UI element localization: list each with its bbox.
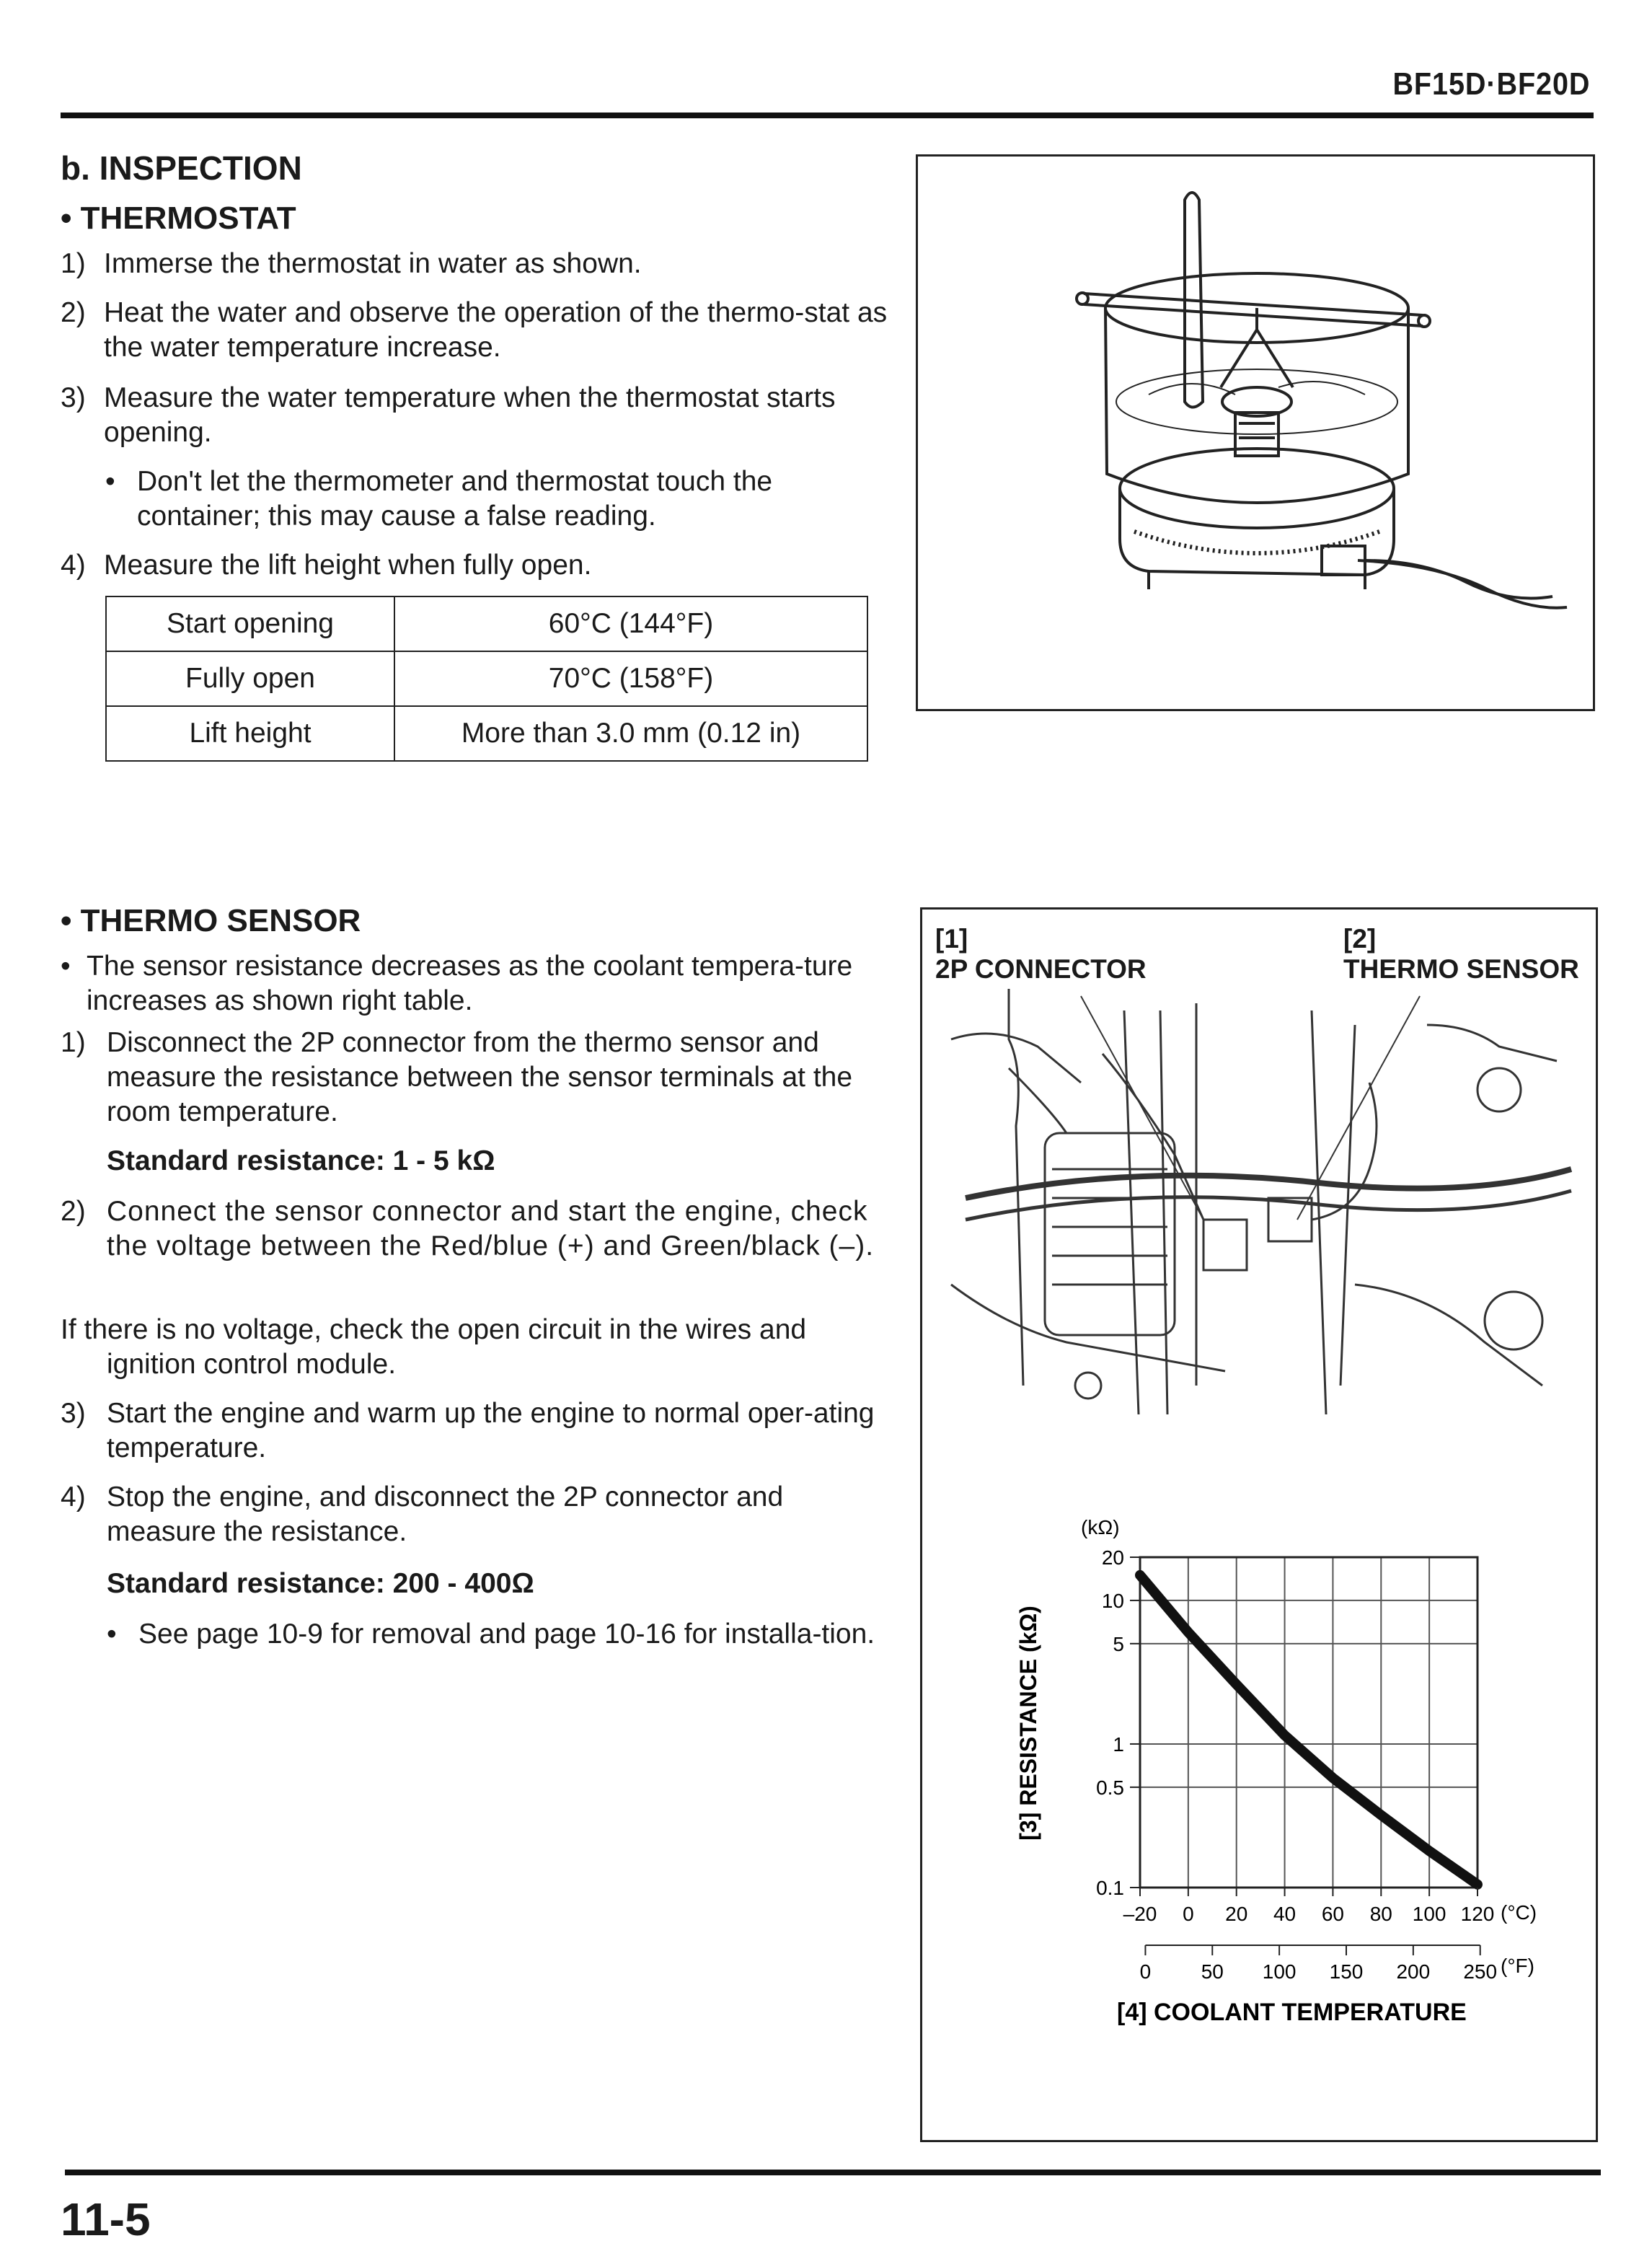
standard-resistance-1: Standard resistance: 1 - 5 kΩ (107, 1145, 495, 1176)
y-tick-label: 0.5 (1096, 1776, 1124, 1799)
thermostat-test-figure (916, 154, 1595, 711)
bullet: • (105, 466, 115, 497)
footer-rule (65, 2170, 1601, 2175)
callout-thermo-sensor (1343, 924, 1579, 985)
thermostat-spec-table (105, 596, 868, 762)
section-title: b. INSPECTION (61, 149, 302, 187)
x-tick-label-f: 200 (1396, 1960, 1431, 1983)
standard-resistance-2: Standard resistance: 200 - 400Ω (107, 1568, 534, 1599)
thermostat-note (105, 464, 870, 534)
engine-illustration (922, 982, 1593, 1422)
table-row (106, 706, 867, 761)
step-number: 4) (61, 1481, 86, 1512)
callout-2p-connector (935, 924, 1147, 985)
callout-text: 2P CONNECTOR (935, 954, 1147, 984)
thermostat-beaker-illustration (918, 157, 1593, 709)
x-tick-label-f: 150 (1329, 1960, 1364, 1983)
thermo-sensor-step-1 (61, 1026, 883, 1130)
x-tick-label-c: 60 (1321, 1903, 1345, 1925)
step-text: Disconnect the 2P connector from the thermo sensor and measure the resistance between the sensor terminals at the room temperature. (107, 1027, 853, 1127)
spec-value: 60°C (144°F) (394, 596, 867, 651)
x-tick-label-f: 250 (1463, 1960, 1498, 1983)
callout-number: [2] (1343, 924, 1377, 954)
x-tick-label-c: 40 (1273, 1903, 1297, 1925)
table-row (106, 651, 867, 706)
callout-text: THERMO SENSOR (1343, 954, 1579, 984)
model-title: BF15D·BF20D (1392, 66, 1590, 102)
intro-text: The sensor resistance decreases as the coolant tempera-ture increases as shown right table. (87, 951, 853, 1016)
x-tick-label-f: 0 (1139, 1960, 1152, 1983)
step-text: Immerse the thermostat in water as shown. (104, 248, 642, 279)
resistance-chart (922, 1494, 1593, 2128)
spec-value: More than 3.0 mm (0.12 in) (394, 706, 867, 761)
thermo-sensor-step-3 (61, 1396, 883, 1466)
x-unit-celsius: (°C) (1501, 1901, 1537, 1924)
thermo-sensor-note (107, 1617, 878, 1652)
plot-frame (1140, 1557, 1477, 1888)
bullet: • (61, 951, 71, 982)
thermostat-step-1 (61, 247, 883, 281)
unit-label: (kΩ) (1081, 1516, 1120, 1538)
chart-grid (1140, 1557, 1477, 1888)
step-number: 3) (61, 1398, 86, 1429)
if-text: If there is no voltage, check the open circuit in the wires and ignition control module. (61, 1314, 807, 1380)
spec-label: Fully open (106, 651, 394, 706)
step-number: 1) (61, 1027, 86, 1058)
bullet: • (107, 1619, 117, 1650)
thermo-sensor-step-4 (61, 1480, 883, 1549)
x-axis-celsius-ticks (1123, 1888, 1495, 1925)
step-text: Measure the water temperature when the thermostat starts opening. (104, 382, 836, 448)
x-tick-label-f: 50 (1201, 1960, 1224, 1983)
step-text: Start the engine and warm up the engine to normal oper-ating temperature. (107, 1398, 875, 1463)
x-tick-label-f: 100 (1262, 1960, 1297, 1983)
resistance-curve (1140, 1575, 1477, 1885)
callout-number: [1] (935, 924, 968, 954)
y-tick-label: 5 (1113, 1632, 1124, 1655)
x-tick-label-c: 20 (1225, 1903, 1248, 1925)
step-number: 2) (61, 297, 86, 328)
y-tick-label: 20 (1101, 1546, 1124, 1569)
spec-label: Lift height (106, 706, 394, 761)
header-rule (61, 113, 1594, 118)
spec-label: Start opening (106, 596, 394, 651)
thermo-sensor-heading: • THERMO SENSOR (61, 903, 361, 938)
table-row (106, 596, 867, 651)
thermostat-heading: • THERMOSTAT (61, 201, 296, 236)
thermo-sensor-intro (61, 949, 883, 1018)
thermostat-step-3 (61, 381, 890, 450)
x-tick-label-c: 0 (1183, 1903, 1194, 1925)
y-tick-label: 0.1 (1096, 1877, 1124, 1899)
no-voltage-text (61, 1313, 883, 1382)
x-tick-label-c: 80 (1369, 1903, 1392, 1925)
x-axis-label: [4] COOLANT TEMPERATURE (1117, 1999, 1467, 2026)
note-text: See page 10-9 for removal and page 10-16 for installa-tion. (138, 1619, 875, 1650)
spec-value: 70°C (158°F) (394, 651, 867, 706)
x-tick-label-c: 120 (1460, 1903, 1495, 1925)
x-axis-fahrenheit-ticks (1140, 1945, 1497, 1983)
y-axis-label: [3] RESISTANCE (kΩ) (1015, 1606, 1041, 1841)
x-unit-fahrenheit: (°F) (1501, 1955, 1534, 1977)
thermo-sensor-figure (920, 907, 1598, 2142)
thermostat-step-4 (61, 548, 883, 583)
thermo-sensor-step-2 (61, 1194, 883, 1264)
x-tick-label-c: 100 (1412, 1903, 1446, 1925)
step-text: Stop the engine, and disconnect the 2P connector and measure the resistance. (107, 1481, 784, 1547)
y-tick-label: 1 (1113, 1732, 1124, 1756)
note-text: Don't let the thermometer and thermostat touch the container; this may cause a false reading. (137, 466, 773, 532)
step-number: 3) (61, 382, 86, 413)
y-axis-ticks (1096, 1546, 1140, 1899)
thermostat-step-2 (61, 296, 890, 365)
step-number: 4) (61, 550, 86, 581)
step-text: Measure the lift height when fully open. (104, 550, 592, 581)
y-tick-label: 10 (1101, 1589, 1124, 1612)
page-number: 11-5 (61, 2193, 151, 2245)
step-text: Heat the water and observe the operation of the thermo-stat as the water temperature increase. (104, 297, 888, 363)
x-tick-label-c: –20 (1123, 1903, 1157, 1925)
step-number: 2) (61, 1196, 86, 1227)
step-number: 1) (61, 248, 86, 279)
step-text: Connect the sensor connector and start the engine, check the voltage between the Red/blue (+) and Green/black (–). (107, 1196, 875, 1261)
